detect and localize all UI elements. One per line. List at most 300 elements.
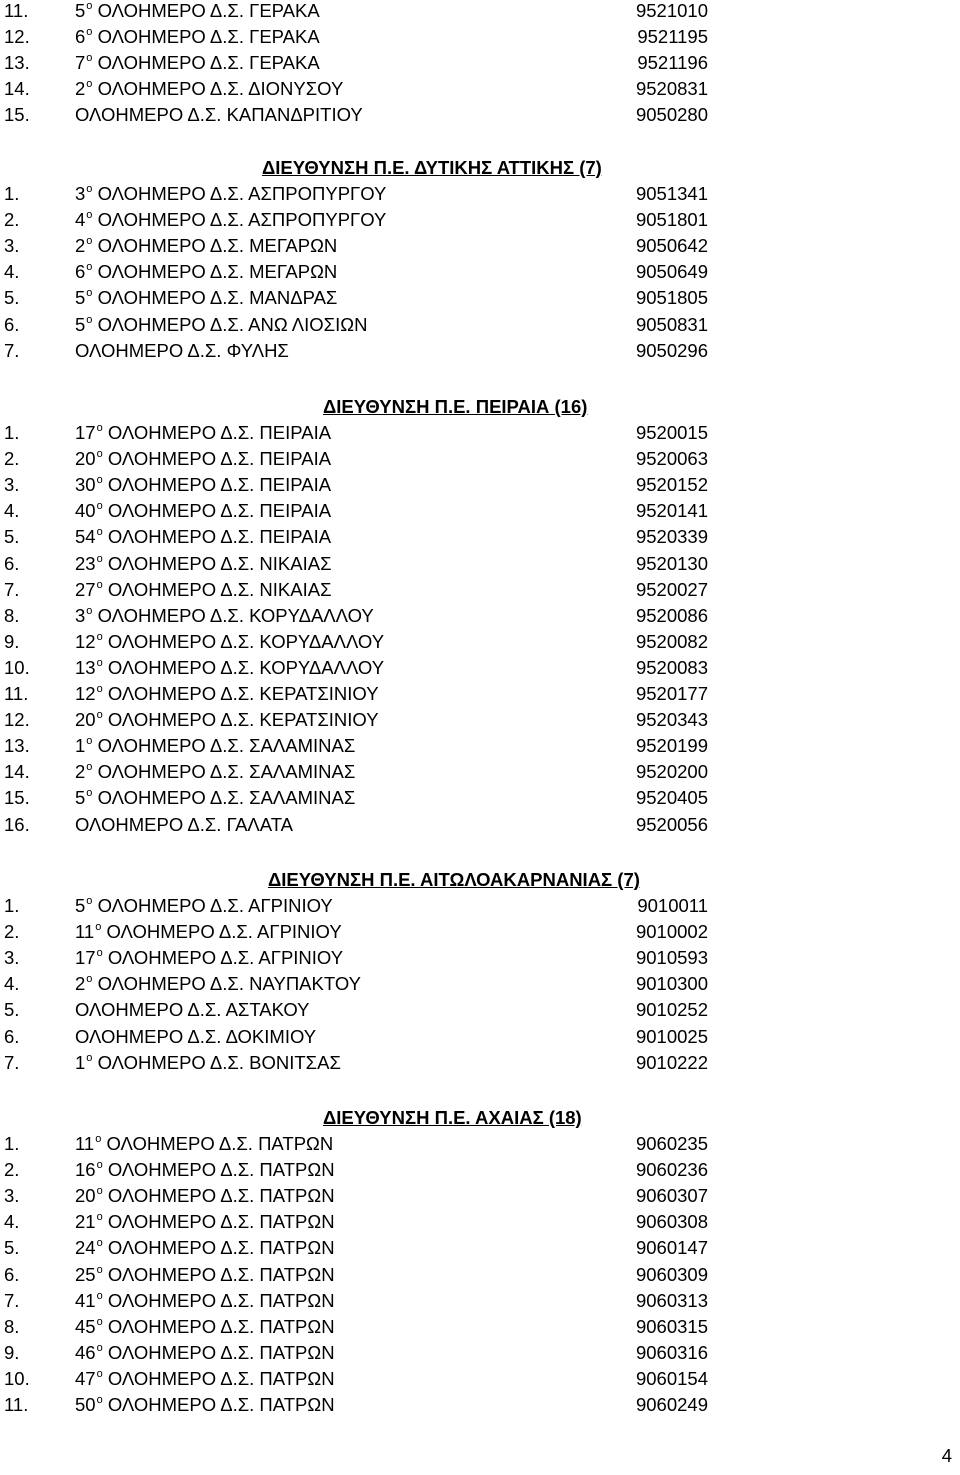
school-name-text: ΟΛΟΗΜΕΡΟ Δ.Σ. ΣΑΛΑΜΙΝΑΣ xyxy=(97,735,356,756)
school-name-text: ΟΛΟΗΜΕΡΟ Δ.Σ. ΓΕΡΑΚΑ xyxy=(97,0,320,21)
item-number: 10. xyxy=(4,1368,30,1389)
school-name xyxy=(75,472,331,498)
school-ordinal: 17 xyxy=(75,422,96,443)
school-code: 9060308 xyxy=(635,1211,708,1232)
item-number: 4. xyxy=(4,500,20,521)
school-code: 9060315 xyxy=(635,1316,708,1337)
list-item xyxy=(0,707,960,733)
list-item xyxy=(0,629,960,655)
item-number: 9. xyxy=(4,1342,20,1363)
school-name xyxy=(75,997,310,1023)
school-name xyxy=(75,785,355,811)
school-code: 9051341 xyxy=(635,183,708,204)
ordinal-suffix: ο xyxy=(86,1052,93,1064)
ordinal-suffix: ο xyxy=(86,78,93,90)
school-name-text: ΟΛΟΗΜΕΡΟ Δ.Σ. ΝΙΚΑΙΑΣ xyxy=(107,553,332,574)
school-name-text: ΟΛΟΗΜΕΡΟ Δ.Σ. ΠΕΙΡΑΙΑ xyxy=(107,448,332,469)
ordinal-suffix: ο xyxy=(96,579,103,591)
school-name xyxy=(75,945,343,971)
school-ordinal: 5 xyxy=(75,0,86,21)
list-item xyxy=(0,681,960,707)
school-name-text: ΟΛΟΗΜΕΡΟ Δ.Σ. ΚΟΡΥΔΑΛΛΟΥ xyxy=(97,605,374,626)
list-item xyxy=(0,1288,960,1314)
ordinal-suffix: ο xyxy=(96,500,103,512)
school-name xyxy=(75,524,331,550)
school-ordinal: 47 xyxy=(75,1368,96,1389)
item-number: 6. xyxy=(4,553,20,574)
school-code: 9010300 xyxy=(635,973,708,994)
school-name-text: ΟΛΟΗΜΕΡΟ Δ.Σ. ΓΕΡΑΚΑ xyxy=(97,26,320,47)
item-number: 5. xyxy=(4,999,20,1020)
ordinal-suffix: ο xyxy=(96,526,103,538)
item-number: 2. xyxy=(4,1159,20,1180)
ordinal-suffix: ο xyxy=(96,709,103,721)
item-number: 7. xyxy=(4,1290,20,1311)
school-name xyxy=(75,681,379,707)
school-code: 9520056 xyxy=(635,814,708,835)
school-ordinal: 7 xyxy=(75,52,86,73)
item-number: 15. xyxy=(4,104,30,125)
school-ordinal: 3 xyxy=(75,605,86,626)
school-code: 9050296 xyxy=(635,340,708,361)
section-heading xyxy=(0,1105,960,1131)
school-name-text: ΟΛΟΗΜΕΡΟ Δ.Σ. ΠΑΤΡΩΝ xyxy=(107,1316,335,1337)
school-code: 9520831 xyxy=(635,78,708,99)
ordinal-suffix: ο xyxy=(86,52,93,64)
ordinal-suffix: ο xyxy=(96,683,103,695)
item-number: 11. xyxy=(4,0,29,21)
school-name xyxy=(75,812,293,838)
school-name-text: ΟΛΟΗΜΕΡΟ Δ.Σ. ΓΕΡΑΚΑ xyxy=(97,52,320,73)
ordinal-suffix: ο xyxy=(86,287,93,299)
school-name-text: ΟΛΟΗΜΕΡΟ Δ.Σ. ΑΣΠΡΟΠΥΡΓΟΥ xyxy=(97,209,387,230)
ordinal-suffix: ο xyxy=(86,973,93,985)
ordinal-suffix: ο xyxy=(95,921,102,933)
school-name-text: ΟΛΟΗΜΕΡΟ Δ.Σ. ΑΓΡΙΝΙΟΥ xyxy=(106,921,342,942)
school-name-text: ΟΛΟΗΜΕΡΟ Δ.Σ. ΠΑΤΡΩΝ xyxy=(107,1211,335,1232)
school-name xyxy=(75,338,289,364)
ordinal-suffix: ο xyxy=(86,761,93,773)
item-number: 1. xyxy=(4,895,20,916)
school-code: 9050280 xyxy=(635,104,708,125)
school-code: 9050649 xyxy=(635,261,708,282)
school-name-text: ΟΛΟΗΜΕΡΟ Δ.Σ. ΠΑΤΡΩΝ xyxy=(106,1133,334,1154)
item-number: 6. xyxy=(4,1264,20,1285)
school-name-text: ΟΛΟΗΜΕΡΟ Δ.Σ. ΠΑΤΡΩΝ xyxy=(107,1342,335,1363)
list-item xyxy=(0,446,960,472)
item-number: 2. xyxy=(4,921,20,942)
list-item xyxy=(0,812,960,838)
school-name xyxy=(75,1314,335,1340)
school-code: 9521195 xyxy=(637,26,708,47)
school-code: 9520082 xyxy=(635,631,708,652)
school-name xyxy=(75,0,320,24)
list-item xyxy=(0,472,960,498)
list-item xyxy=(0,285,960,311)
school-name xyxy=(75,1262,335,1288)
item-number: 12. xyxy=(4,26,30,47)
section-heading xyxy=(0,155,960,181)
school-ordinal: 20 xyxy=(75,448,96,469)
school-name-text: ΟΛΟΗΜΕΡΟ Δ.Σ. ΔΙΟΝΥΣΟΥ xyxy=(97,78,344,99)
school-name-text: ΟΛΟΗΜΕΡΟ Δ.Σ. ΚΟΡΥΔΑΛΛΟΥ xyxy=(107,657,385,678)
school-name xyxy=(75,1050,341,1076)
list-item xyxy=(0,259,960,285)
school-code: 9060147 xyxy=(635,1237,708,1258)
school-code: 9060309 xyxy=(635,1264,708,1285)
school-name-text: ΟΛΟΗΜΕΡΟ Δ.Σ. ΒΟΝΙΤΣΑΣ xyxy=(97,1052,341,1073)
school-ordinal: 1 xyxy=(75,1052,86,1073)
school-name-text: ΟΛΟΗΜΕΡΟ Δ.Σ. ΣΑΛΑΜΙΝΑΣ xyxy=(97,761,356,782)
ordinal-suffix: ο xyxy=(96,1211,103,1223)
school-ordinal: 40 xyxy=(75,500,96,521)
school-name xyxy=(75,603,374,629)
item-number: 2. xyxy=(4,448,20,469)
page-number: 4 xyxy=(941,1445,952,1466)
item-number: 6. xyxy=(4,314,20,335)
school-ordinal: 4 xyxy=(75,209,86,230)
school-name xyxy=(75,1235,335,1261)
school-code: 9520339 xyxy=(635,526,708,547)
list-item xyxy=(0,1050,960,1076)
item-number: 3. xyxy=(4,1185,20,1206)
item-number: 9. xyxy=(4,631,20,652)
school-name xyxy=(75,446,331,472)
list-item xyxy=(0,1209,960,1235)
item-number: 3. xyxy=(4,947,20,968)
ordinal-suffix: ο xyxy=(86,895,93,907)
section-heading-text: ΔΙΕΥΘΥΝΣΗ Π.Ε. ΔΥΤΙΚΗΣ ΑΤΤΙΚΗΣ (7) xyxy=(262,157,602,178)
school-name xyxy=(75,759,355,785)
ordinal-suffix: ο xyxy=(86,235,93,247)
list-item xyxy=(0,551,960,577)
school-name-text: ΟΛΟΗΜΕΡΟ Δ.Σ. ΠΑΤΡΩΝ xyxy=(107,1394,335,1415)
school-ordinal: 11 xyxy=(75,1133,95,1154)
school-name-text: ΟΛΟΗΜΕΡΟ Δ.Σ. ΠΕΙΡΑΙΑ xyxy=(107,526,332,547)
list-item xyxy=(0,1183,960,1209)
ordinal-suffix: ο xyxy=(86,735,93,747)
item-number: 6. xyxy=(4,1026,20,1047)
school-code: 9051805 xyxy=(635,287,708,308)
ordinal-suffix: ο xyxy=(96,1368,103,1380)
school-ordinal: 16 xyxy=(75,1159,96,1180)
school-name-text: ΟΛΟΗΜΕΡΟ Δ.Σ. ΚΑΠΑΝΔΡΙΤΙΟΥ xyxy=(75,104,363,125)
school-name xyxy=(75,181,386,207)
item-number: 1. xyxy=(4,183,20,204)
list-item xyxy=(0,733,960,759)
school-code: 9521196 xyxy=(637,52,708,73)
school-name xyxy=(75,76,343,102)
list-item xyxy=(0,1366,960,1392)
school-ordinal: 2 xyxy=(75,761,86,782)
ordinal-suffix: ο xyxy=(96,947,103,959)
ordinal-suffix: ο xyxy=(96,1159,103,1171)
school-ordinal: 6 xyxy=(75,261,86,282)
school-ordinal: 41 xyxy=(75,1290,96,1311)
school-ordinal: 3 xyxy=(75,183,86,204)
school-name-text: ΟΛΟΗΜΕΡΟ Δ.Σ. ΦΥΛΗΣ xyxy=(75,340,289,361)
school-code: 9050831 xyxy=(635,314,708,335)
ordinal-suffix: ο xyxy=(86,314,93,326)
ordinal-suffix: ο xyxy=(86,261,93,273)
list-item xyxy=(0,338,960,364)
school-name xyxy=(75,1209,335,1235)
school-name-text: ΟΛΟΗΜΕΡΟ Δ.Σ. ΑΓΡΙΝΙΟΥ xyxy=(97,895,333,916)
school-code: 9051801 xyxy=(635,209,708,230)
school-name xyxy=(75,498,331,524)
list-item xyxy=(0,420,960,446)
school-name-text: ΟΛΟΗΜΕΡΟ Δ.Σ. ΓΑΛΑΤΑ xyxy=(75,814,294,835)
school-name-text: ΟΛΟΗΜΕΡΟ Δ.Σ. ΑΓΡΙΝΙΟΥ xyxy=(107,947,344,968)
ordinal-suffix: ο xyxy=(86,26,93,38)
list-item xyxy=(0,102,960,128)
item-number: 11. xyxy=(4,1394,29,1415)
list-item xyxy=(0,655,960,681)
list-item xyxy=(0,498,960,524)
item-number: 14. xyxy=(4,78,30,99)
item-number: 2. xyxy=(4,209,20,230)
item-number: 13. xyxy=(4,52,30,73)
list-item xyxy=(0,1340,960,1366)
school-code: 9060235 xyxy=(635,1133,708,1154)
school-code: 9060154 xyxy=(635,1368,708,1389)
school-name-text: ΟΛΟΗΜΕΡΟ Δ.Σ. ΔΟΚΙΜΙΟΥ xyxy=(75,1026,317,1047)
section-heading xyxy=(0,394,960,420)
school-name xyxy=(75,1340,335,1366)
school-ordinal: 2 xyxy=(75,973,86,994)
item-number: 1. xyxy=(4,422,20,443)
school-code: 9010252 xyxy=(635,999,708,1020)
school-name-text: ΟΛΟΗΜΕΡΟ Δ.Σ. ΣΑΛΑΜΙΝΑΣ xyxy=(97,787,356,808)
ordinal-suffix: ο xyxy=(96,1316,103,1328)
school-name-text: ΟΛΟΗΜΕΡΟ Δ.Σ. ΠΑΤΡΩΝ xyxy=(107,1264,335,1285)
school-name-text: ΟΛΟΗΜΕΡΟ Δ.Σ. ΝΙΚΑΙΑΣ xyxy=(107,579,332,600)
school-name xyxy=(75,707,379,733)
school-name-text: ΟΛΟΗΜΕΡΟ Δ.Σ. ΠΑΤΡΩΝ xyxy=(107,1237,335,1258)
ordinal-suffix: ο xyxy=(96,1394,103,1406)
item-number: 10. xyxy=(4,657,30,678)
ordinal-suffix: ο xyxy=(96,657,103,669)
item-number: 5. xyxy=(4,1237,20,1258)
item-number: 16. xyxy=(4,814,30,835)
section-heading-text: ΔΙΕΥΘΥΝΣΗ Π.Ε. ΑΧΑΙΑΣ (18) xyxy=(323,1107,582,1128)
school-name-text: ΟΛΟΗΜΕΡΟ Δ.Σ. ΚΟΡΥΔΑΛΛΟΥ xyxy=(107,631,385,652)
list-item xyxy=(0,759,960,785)
item-number: 5. xyxy=(4,287,20,308)
item-number: 14. xyxy=(4,761,30,782)
school-code: 9060313 xyxy=(635,1290,708,1311)
item-number: 1. xyxy=(4,1133,20,1154)
school-name-text: ΟΛΟΗΜΕΡΟ Δ.Σ. ΜΕΓΑΡΩΝ xyxy=(97,235,338,256)
school-code: 9520083 xyxy=(635,657,708,678)
school-name xyxy=(75,50,320,76)
item-number: 15. xyxy=(4,787,30,808)
school-name-text: ΟΛΟΗΜΕΡΟ Δ.Σ. ΑΣΤΑΚΟΥ xyxy=(75,999,310,1020)
school-name xyxy=(75,259,337,285)
school-name-text: ΟΛΟΗΜΕΡΟ Δ.Σ. ΠΕΙΡΑΙΑ xyxy=(107,474,332,495)
list-item xyxy=(0,76,960,102)
school-ordinal: 5 xyxy=(75,895,86,916)
school-ordinal: 6 xyxy=(75,26,86,47)
school-name xyxy=(75,1183,335,1209)
school-ordinal: 5 xyxy=(75,314,86,335)
school-name xyxy=(75,919,342,945)
school-code: 9520027 xyxy=(635,579,708,600)
list-item xyxy=(0,312,960,338)
list-item xyxy=(0,1131,960,1157)
school-ordinal: 2 xyxy=(75,78,86,99)
school-name-text: ΟΛΟΗΜΕΡΟ Δ.Σ. ΜΑΝΔΡΑΣ xyxy=(97,287,338,308)
school-ordinal: 5 xyxy=(75,287,86,308)
school-code: 9060249 xyxy=(635,1394,708,1415)
school-code: 9520343 xyxy=(635,709,708,730)
school-ordinal: 21 xyxy=(75,1211,96,1232)
school-ordinal: 50 xyxy=(75,1394,96,1415)
school-name xyxy=(75,1366,335,1392)
school-name-text: ΟΛΟΗΜΕΡΟ Δ.Σ. ΝΑΥΠΑΚΤΟΥ xyxy=(97,973,361,994)
school-code: 9520200 xyxy=(635,761,708,782)
school-code: 9520015 xyxy=(635,422,708,443)
list-item xyxy=(0,919,960,945)
list-item xyxy=(0,181,960,207)
school-name xyxy=(75,733,355,759)
school-code: 9010011 xyxy=(637,895,708,916)
ordinal-suffix: ο xyxy=(86,787,93,799)
list-item xyxy=(0,1024,960,1050)
ordinal-suffix: ο xyxy=(96,1264,103,1276)
school-name xyxy=(75,1392,335,1418)
school-name-text: ΟΛΟΗΜΕΡΟ Δ.Σ. ΜΕΓΑΡΩΝ xyxy=(97,261,338,282)
school-ordinal: 45 xyxy=(75,1316,96,1337)
ordinal-suffix: ο xyxy=(86,605,93,617)
list-item xyxy=(0,233,960,259)
school-code: 9060316 xyxy=(635,1342,708,1363)
school-ordinal: 13 xyxy=(75,657,96,678)
item-number: 8. xyxy=(4,1316,20,1337)
school-ordinal: 30 xyxy=(75,474,96,495)
school-code: 9010025 xyxy=(635,1026,708,1047)
school-code: 9520177 xyxy=(635,683,708,704)
school-name xyxy=(75,285,337,311)
ordinal-suffix: ο xyxy=(86,0,93,12)
section-heading-text: ΔΙΕΥΘΥΝΣΗ Π.Ε. ΠΕΙΡΑΙΑ (16) xyxy=(323,396,588,417)
ordinal-suffix: ο xyxy=(96,1185,103,1197)
school-code: 9520063 xyxy=(635,448,708,469)
school-name xyxy=(75,971,361,997)
item-number: 4. xyxy=(4,261,20,282)
item-number: 4. xyxy=(4,973,20,994)
school-name-text: ΟΛΟΗΜΕΡΟ Δ.Σ. ΠΑΤΡΩΝ xyxy=(107,1290,335,1311)
school-code: 9010222 xyxy=(635,1052,708,1073)
school-name-text: ΟΛΟΗΜΕΡΟ Δ.Σ. ΠΕΙΡΑΙΑ xyxy=(107,422,332,443)
school-ordinal: 20 xyxy=(75,709,96,730)
school-name-text: ΟΛΟΗΜΕΡΟ Δ.Σ. ΚΕΡΑΤΣΙΝΙΟΥ xyxy=(107,683,379,704)
school-code: 9010002 xyxy=(635,921,708,942)
school-code: 9010593 xyxy=(635,947,708,968)
school-ordinal: 17 xyxy=(75,947,96,968)
ordinal-suffix: ο xyxy=(96,631,103,643)
school-name xyxy=(75,102,363,128)
section-heading xyxy=(0,867,960,893)
list-item xyxy=(0,50,960,76)
list-item xyxy=(0,524,960,550)
school-code: 9520199 xyxy=(635,735,708,756)
ordinal-suffix: ο xyxy=(96,1290,103,1302)
school-name-text: ΟΛΟΗΜΕΡΟ Δ.Σ. ΠΕΙΡΑΙΑ xyxy=(107,500,332,521)
list-item xyxy=(0,997,960,1023)
school-name xyxy=(75,655,384,681)
school-name-text: ΟΛΟΗΜΕΡΟ Δ.Σ. ΠΑΤΡΩΝ xyxy=(107,1185,335,1206)
ordinal-suffix: ο xyxy=(96,422,103,434)
ordinal-suffix: ο xyxy=(96,1342,103,1354)
school-ordinal: 46 xyxy=(75,1342,96,1363)
item-number: 8. xyxy=(4,605,20,626)
school-ordinal: 54 xyxy=(75,526,96,547)
school-code: 9520130 xyxy=(635,553,708,574)
school-name xyxy=(75,1131,333,1157)
school-ordinal: 12 xyxy=(75,631,96,652)
list-item xyxy=(0,24,960,50)
item-number: 7. xyxy=(4,1052,20,1073)
school-code: 9050642 xyxy=(635,235,708,256)
ordinal-suffix: ο xyxy=(95,1133,102,1145)
section-heading-text: ΔΙΕΥΘΥΝΣΗ Π.Ε. ΑΙΤΩΛΟΑΚΑΡΝΑΝΙΑΣ (7) xyxy=(268,869,640,890)
item-number: 3. xyxy=(4,235,20,256)
school-name xyxy=(75,233,337,259)
item-number: 4. xyxy=(4,1211,20,1232)
school-name-text: ΟΛΟΗΜΕΡΟ Δ.Σ. ΑΝΩ ΛΙΟΣΙΩΝ xyxy=(97,314,368,335)
school-name-text: ΟΛΟΗΜΕΡΟ Δ.Σ. ΠΑΤΡΩΝ xyxy=(107,1159,335,1180)
item-number: 7. xyxy=(4,340,20,361)
list-item xyxy=(0,945,960,971)
ordinal-suffix: ο xyxy=(86,183,93,195)
ordinal-suffix: ο xyxy=(96,474,103,486)
school-code: 9060307 xyxy=(635,1185,708,1206)
school-name xyxy=(75,24,320,50)
school-name xyxy=(75,1288,335,1314)
school-name-text: ΟΛΟΗΜΕΡΟ Δ.Σ. ΑΣΠΡΟΠΥΡΓΟΥ xyxy=(97,183,387,204)
school-ordinal: 11 xyxy=(75,921,95,942)
list-item xyxy=(0,785,960,811)
school-name xyxy=(75,207,386,233)
school-ordinal: 25 xyxy=(75,1264,96,1285)
school-ordinal: 1 xyxy=(75,735,86,756)
school-code: 9521010 xyxy=(635,0,708,21)
ordinal-suffix: ο xyxy=(86,209,93,221)
item-number: 5. xyxy=(4,526,20,547)
school-name xyxy=(75,551,332,577)
school-ordinal: 12 xyxy=(75,683,96,704)
school-name-text: ΟΛΟΗΜΕΡΟ Δ.Σ. ΚΕΡΑΤΣΙΝΙΟΥ xyxy=(107,709,379,730)
list-item xyxy=(0,0,960,24)
list-item xyxy=(0,971,960,997)
list-item xyxy=(0,207,960,233)
school-ordinal: 5 xyxy=(75,787,86,808)
school-name xyxy=(75,312,367,338)
school-name xyxy=(75,420,331,446)
school-ordinal: 23 xyxy=(75,553,96,574)
school-ordinal: 27 xyxy=(75,579,96,600)
school-code: 9520405 xyxy=(635,787,708,808)
ordinal-suffix: ο xyxy=(96,1237,103,1249)
school-ordinal: 2 xyxy=(75,235,86,256)
list-item xyxy=(0,893,960,919)
school-name xyxy=(75,893,333,919)
list-item xyxy=(0,577,960,603)
list-item xyxy=(0,1157,960,1183)
school-ordinal: 24 xyxy=(75,1237,96,1258)
school-name xyxy=(75,629,384,655)
